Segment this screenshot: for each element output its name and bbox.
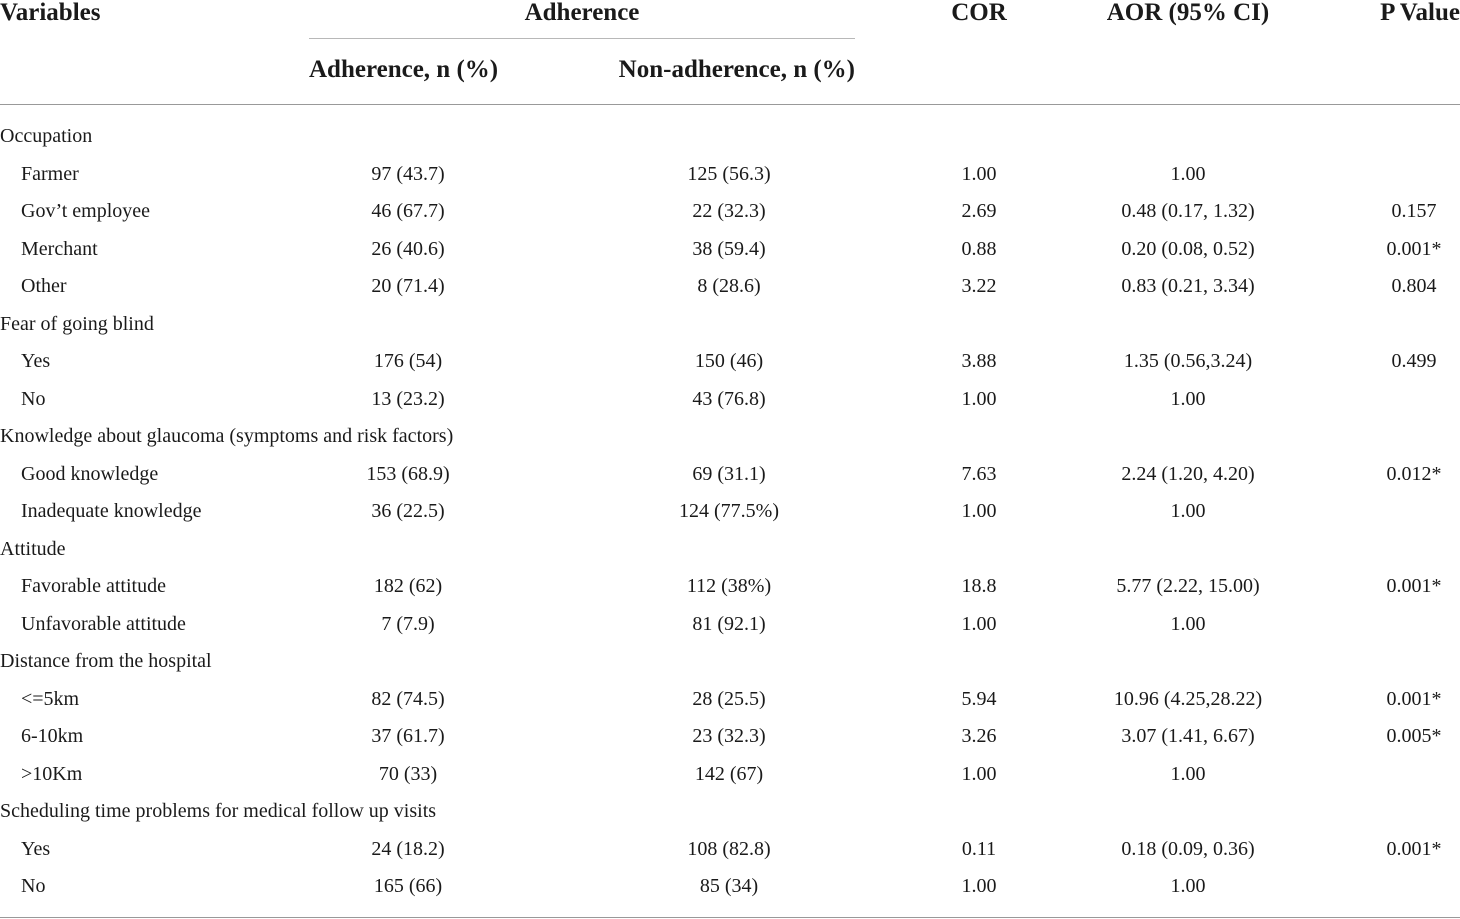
cell-cor: 5.94 — [961, 687, 997, 710]
cell-adherence: 46 (67.7) — [371, 200, 445, 222]
row-label: 6-10km — [21, 725, 84, 747]
cell-adherence: 20 (71.4) — [371, 275, 445, 297]
cell-adherence: 13 (23.2) — [371, 387, 445, 410]
cell-cor: 0.88 — [961, 237, 997, 260]
row-label: No — [21, 387, 46, 410]
cell-aor: 1.35 (0.56,3.24) — [1123, 350, 1253, 372]
row-label: Inadequate knowledge — [21, 500, 202, 522]
cell-aor: 3.07 (1.41, 6.67) — [1121, 725, 1255, 747]
cell-adherence: 37 (61.7) — [371, 725, 445, 747]
group-label: Attitude — [0, 537, 66, 560]
cell-aor: 1.00 — [1170, 612, 1206, 635]
cell-non-adherence: 8 (28.6) — [697, 275, 761, 297]
cell-adherence: 82 (74.5) — [371, 687, 445, 710]
cell-aor: 1.00 — [1170, 162, 1206, 185]
row-label: Unfavorable attitude — [21, 612, 186, 635]
cell-adherence: 153 (68.9) — [366, 462, 450, 485]
row-label: Farmer — [21, 162, 79, 185]
cell-adherence: 70 (33) — [378, 762, 438, 785]
cell-adherence: 26 (40.6) — [371, 237, 445, 260]
cell-adherence: 24 (18.2) — [371, 837, 445, 860]
cell-non-adherence: 22 (32.3) — [692, 200, 766, 222]
cell-aor: 5.77 (2.22, 15.00) — [1116, 575, 1260, 597]
cell-aor: 2.24 (1.20, 4.20) — [1121, 462, 1255, 485]
cell-aor: 1.00 — [1170, 875, 1206, 897]
header-adherence: Adherence, n (%) — [309, 56, 499, 83]
header-p-value: P Value — [1380, 0, 1460, 26]
cell-aor: 0.83 (0.21, 3.34) — [1121, 275, 1255, 297]
cell-adherence: 36 (22.5) — [371, 500, 445, 522]
cell-aor: 1.00 — [1170, 762, 1206, 785]
cell-non-adherence: 112 (38%) — [686, 575, 772, 597]
header-adherence-group: Adherence — [524, 0, 640, 26]
row-label: Other — [21, 275, 67, 297]
cell-cor: 3.26 — [961, 725, 997, 747]
header-cor: COR — [951, 0, 1007, 26]
row-label: Merchant — [21, 237, 98, 260]
cell-p-value: 0.005* — [1386, 725, 1442, 747]
cell-cor: 1.00 — [961, 500, 997, 522]
cell-aor: 0.20 (0.08, 0.52) — [1121, 237, 1255, 260]
cell-non-adherence: 69 (31.1) — [692, 462, 766, 485]
cell-cor: 1.00 — [961, 162, 997, 185]
cell-cor: 3.22 — [961, 275, 997, 297]
row-label: No — [21, 875, 46, 897]
header-variables: Variables — [0, 0, 101, 26]
row-label: >10Km — [21, 762, 83, 785]
cell-cor: 1.00 — [961, 875, 997, 897]
cell-non-adherence: 85 (34) — [699, 875, 759, 897]
cell-p-value: 0.001* — [1386, 837, 1442, 860]
row-label: Favorable attitude — [21, 575, 166, 597]
cell-cor: 7.63 — [961, 462, 997, 485]
row-label: Yes — [21, 350, 51, 372]
cell-adherence: 97 (43.7) — [371, 162, 445, 185]
cell-non-adherence: 124 (77.5%) — [679, 500, 779, 522]
cell-cor: 18.8 — [961, 575, 997, 597]
cell-aor: 1.00 — [1170, 387, 1206, 410]
cell-non-adherence: 150 (46) — [694, 350, 764, 372]
table-bottom-rule — [0, 917, 1460, 918]
cell-cor: 2.69 — [961, 200, 997, 222]
cell-p-value: 0.001* — [1386, 575, 1442, 597]
cell-p-value: 0.499 — [1391, 350, 1437, 372]
cell-adherence: 165 (66) — [373, 875, 443, 897]
cell-non-adherence: 23 (32.3) — [692, 725, 766, 747]
header-non-adherence: Non-adherence, n (%) — [618, 56, 855, 83]
cell-non-adherence: 142 (67) — [694, 762, 764, 785]
row-label: Yes — [21, 837, 51, 860]
cell-aor: 10.96 (4.25,28.22) — [1113, 687, 1263, 710]
cell-non-adherence: 125 (56.3) — [687, 162, 771, 185]
cell-adherence: 176 (54) — [373, 350, 443, 372]
cell-adherence: 7 (7.9) — [381, 612, 435, 635]
cell-non-adherence: 28 (25.5) — [692, 687, 766, 710]
cell-p-value: 0.001* — [1386, 687, 1442, 710]
header-bottom-rule — [0, 104, 1460, 105]
row-label: Good knowledge — [21, 462, 159, 485]
row-label: <=5km — [21, 687, 80, 710]
cell-p-value: 0.157 — [1391, 200, 1437, 222]
cell-p-value: 0.012* — [1386, 462, 1442, 485]
cell-cor: 1.00 — [961, 762, 997, 785]
cell-non-adherence: 108 (82.8) — [687, 837, 771, 860]
cell-aor: 0.18 (0.09, 0.36) — [1121, 837, 1255, 860]
cell-non-adherence: 81 (92.1) — [692, 612, 766, 635]
cell-aor: 0.48 (0.17, 1.32) — [1121, 200, 1255, 222]
cell-cor: 3.88 — [961, 350, 997, 372]
cell-cor: 1.00 — [961, 612, 997, 635]
cell-cor: 1.00 — [961, 387, 997, 410]
group-label: Fear of going blind — [0, 312, 154, 335]
cell-adherence: 182 (62) — [373, 575, 443, 597]
cell-non-adherence: 43 (76.8) — [692, 387, 766, 410]
header-aor: AOR (95% CI) — [1106, 0, 1270, 26]
cell-p-value: 0.001* — [1386, 237, 1442, 260]
group-label: Occupation — [0, 125, 93, 147]
header-group-rule — [309, 38, 855, 39]
group-label: Distance from the hospital — [0, 650, 212, 672]
row-label: Gov’t employee — [21, 200, 151, 222]
cell-cor: 0.11 — [961, 837, 997, 860]
cell-non-adherence: 38 (59.4) — [692, 237, 766, 260]
group-label: Knowledge about glaucoma (symptoms and risk factors) — [0, 425, 454, 447]
cell-p-value: 0.804 — [1391, 275, 1437, 297]
group-label: Scheduling time problems for medical follow up visits — [0, 800, 437, 822]
cell-aor: 1.00 — [1170, 500, 1206, 522]
